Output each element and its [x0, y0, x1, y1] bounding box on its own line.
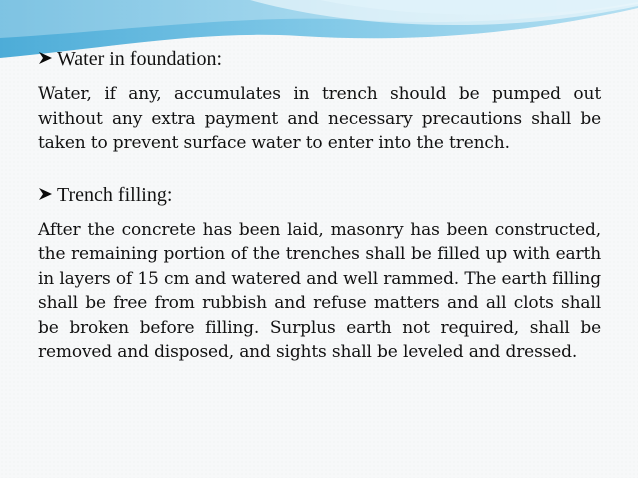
section-paragraph: Water, if any, accumulates in trench should be pumped out without any extra payment and necessary precautions shall be taken to prevent surface water to enter into the trench. — [38, 84, 601, 153]
section-spacer — [38, 156, 601, 182]
heading-trench-filling — [38, 182, 601, 208]
arrow-bullet-icon — [38, 187, 53, 201]
heading-water-in-foundation — [38, 46, 601, 72]
section-heading: Water in foundation: — [57, 48, 223, 70]
section-paragraph: After the concrete has been laid, masonry has been constructed, the remaining portion of the trenches shall be filled up with earth in layers of 15 cm and watered and well rammed. The earth filling shall be free from rubbish and refuse matters and all clots shall be broken before filling. Surplus earth not required, shall be removed and disposed, and sights shall be leveled and dressed. — [38, 219, 601, 362]
section-heading: Trench filling: — [57, 183, 173, 206]
arrow-bullet-icon — [38, 51, 53, 65]
slide-body — [38, 46, 601, 365]
